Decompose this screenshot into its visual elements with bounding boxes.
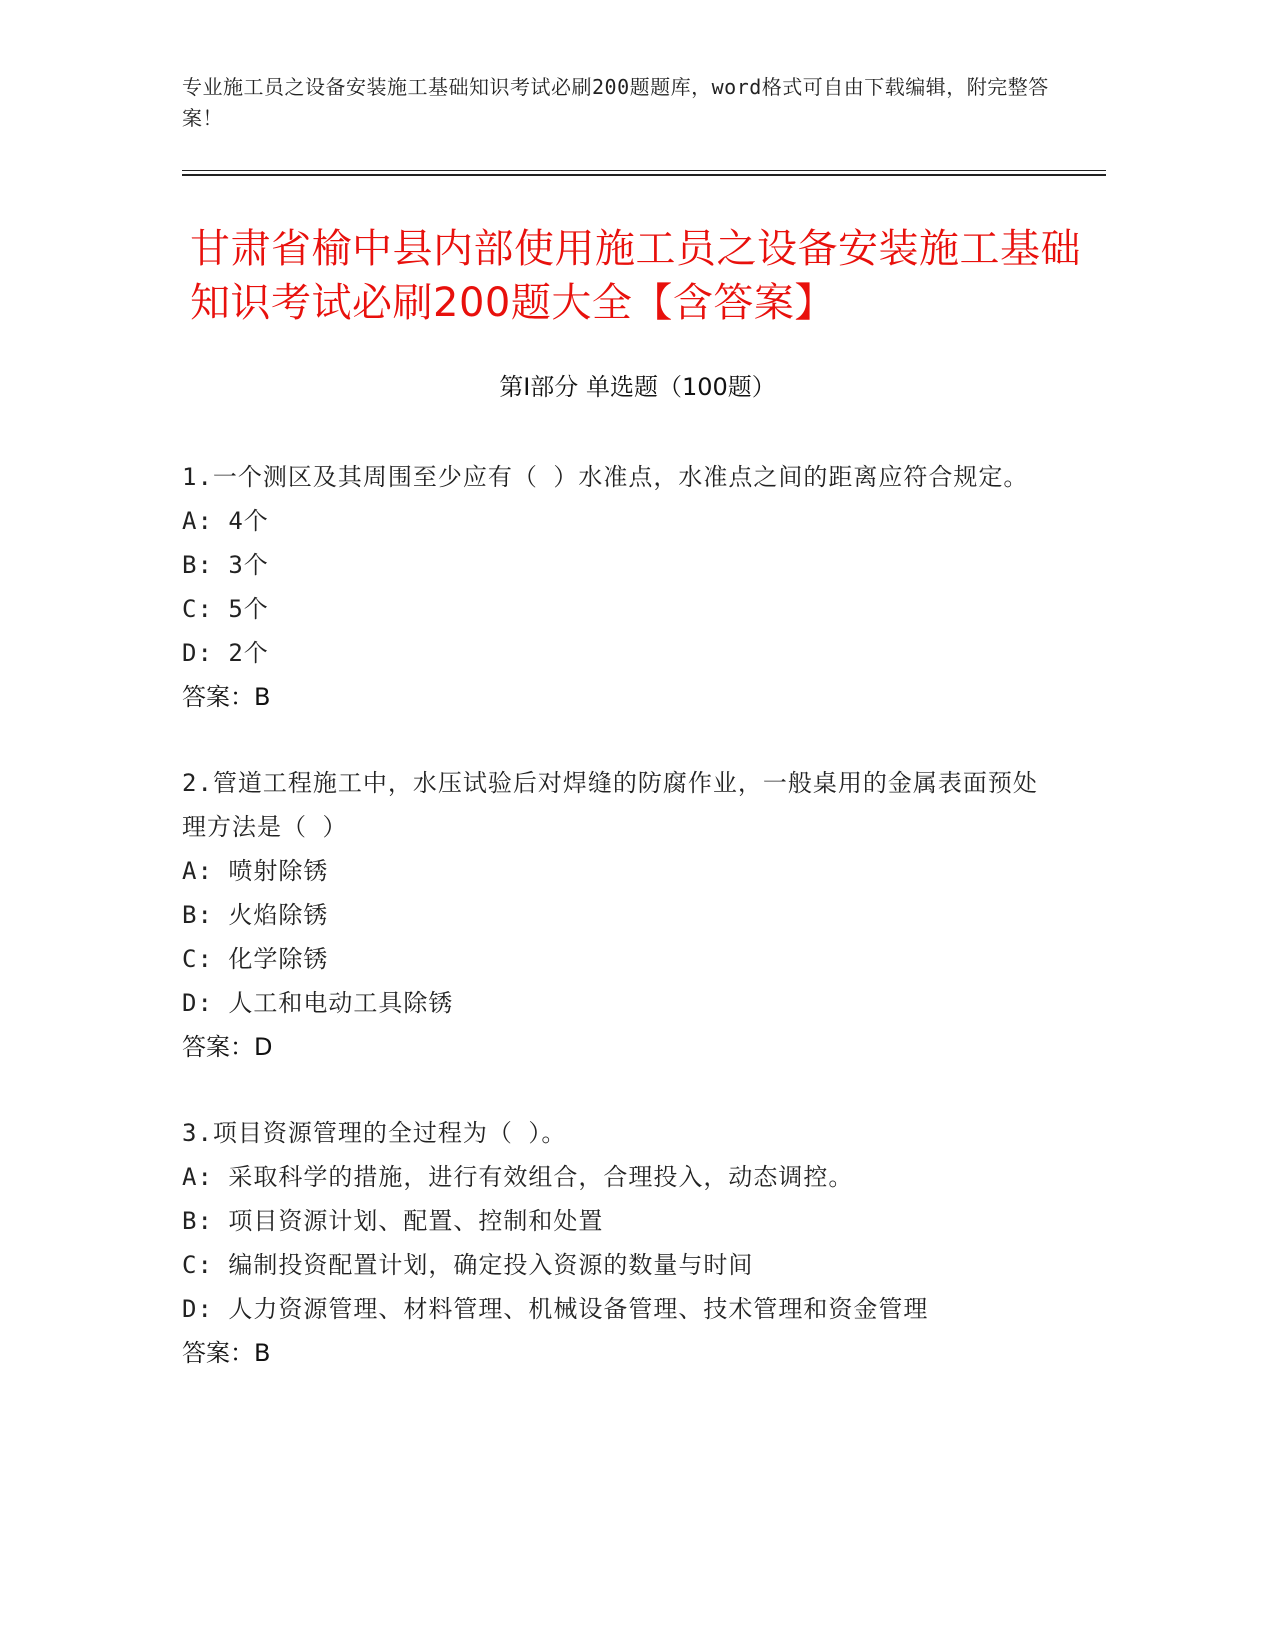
question-stem: 2.管道工程施工中，水压试验后对焊缝的防腐作业，一般桌用的金属表面预处理方法是（ ）	[182, 769, 1038, 841]
option-a: A: 采取科学的措施，进行有效组合，合理投入，动态调控。	[182, 1163, 854, 1191]
header-divider-thin	[182, 170, 1106, 171]
header-note: 专业施工员之设备安装施工基础知识考试必刷200题题库，word格式可自由下载编辑，附完整答案！	[182, 75, 1049, 130]
question-stem: 3.项目资源管理的全过程为（ ）。	[182, 1119, 567, 1147]
question-item	[182, 761, 1052, 1069]
option-d: D: 人力资源管理、材料管理、机械设备管理、技术管理和资金管理	[182, 1295, 929, 1323]
option-c: C: 5个	[182, 595, 269, 623]
question-item	[182, 1111, 1052, 1375]
option-a: A: 喷射除锈	[182, 857, 329, 885]
option-c: C: 编制投资配置计划，确定投入资源的数量与时间	[182, 1251, 754, 1279]
section-heading: 第Ⅰ部分 单选题（100题）	[499, 373, 776, 401]
question-item	[182, 455, 1052, 719]
option-b: B: 3个	[182, 551, 269, 579]
option-b: B: 火焰除锈	[182, 901, 329, 929]
answer-line: 答案：D	[182, 1033, 273, 1061]
answer-line: 答案：B	[182, 1339, 271, 1367]
option-c: C: 化学除锈	[182, 945, 329, 973]
option-d: D: 人工和电动工具除锈	[182, 989, 454, 1017]
option-b: B: 项目资源计划、配置、控制和处置	[182, 1207, 604, 1235]
answer-line: 答案：B	[182, 683, 271, 711]
document-title: 甘肃省榆中县内部使用施工员之设备安装施工基础知识考试必刷200题大全【含答案】	[190, 226, 1081, 326]
question-list	[182, 455, 1052, 1417]
option-d: D: 2个	[182, 639, 269, 667]
option-a: A: 4个	[182, 507, 269, 535]
header-divider-thick	[182, 174, 1106, 176]
question-stem: 1.一个测区及其周围至少应有（ ）水准点，水准点之间的距离应符合规定。	[182, 463, 1029, 491]
